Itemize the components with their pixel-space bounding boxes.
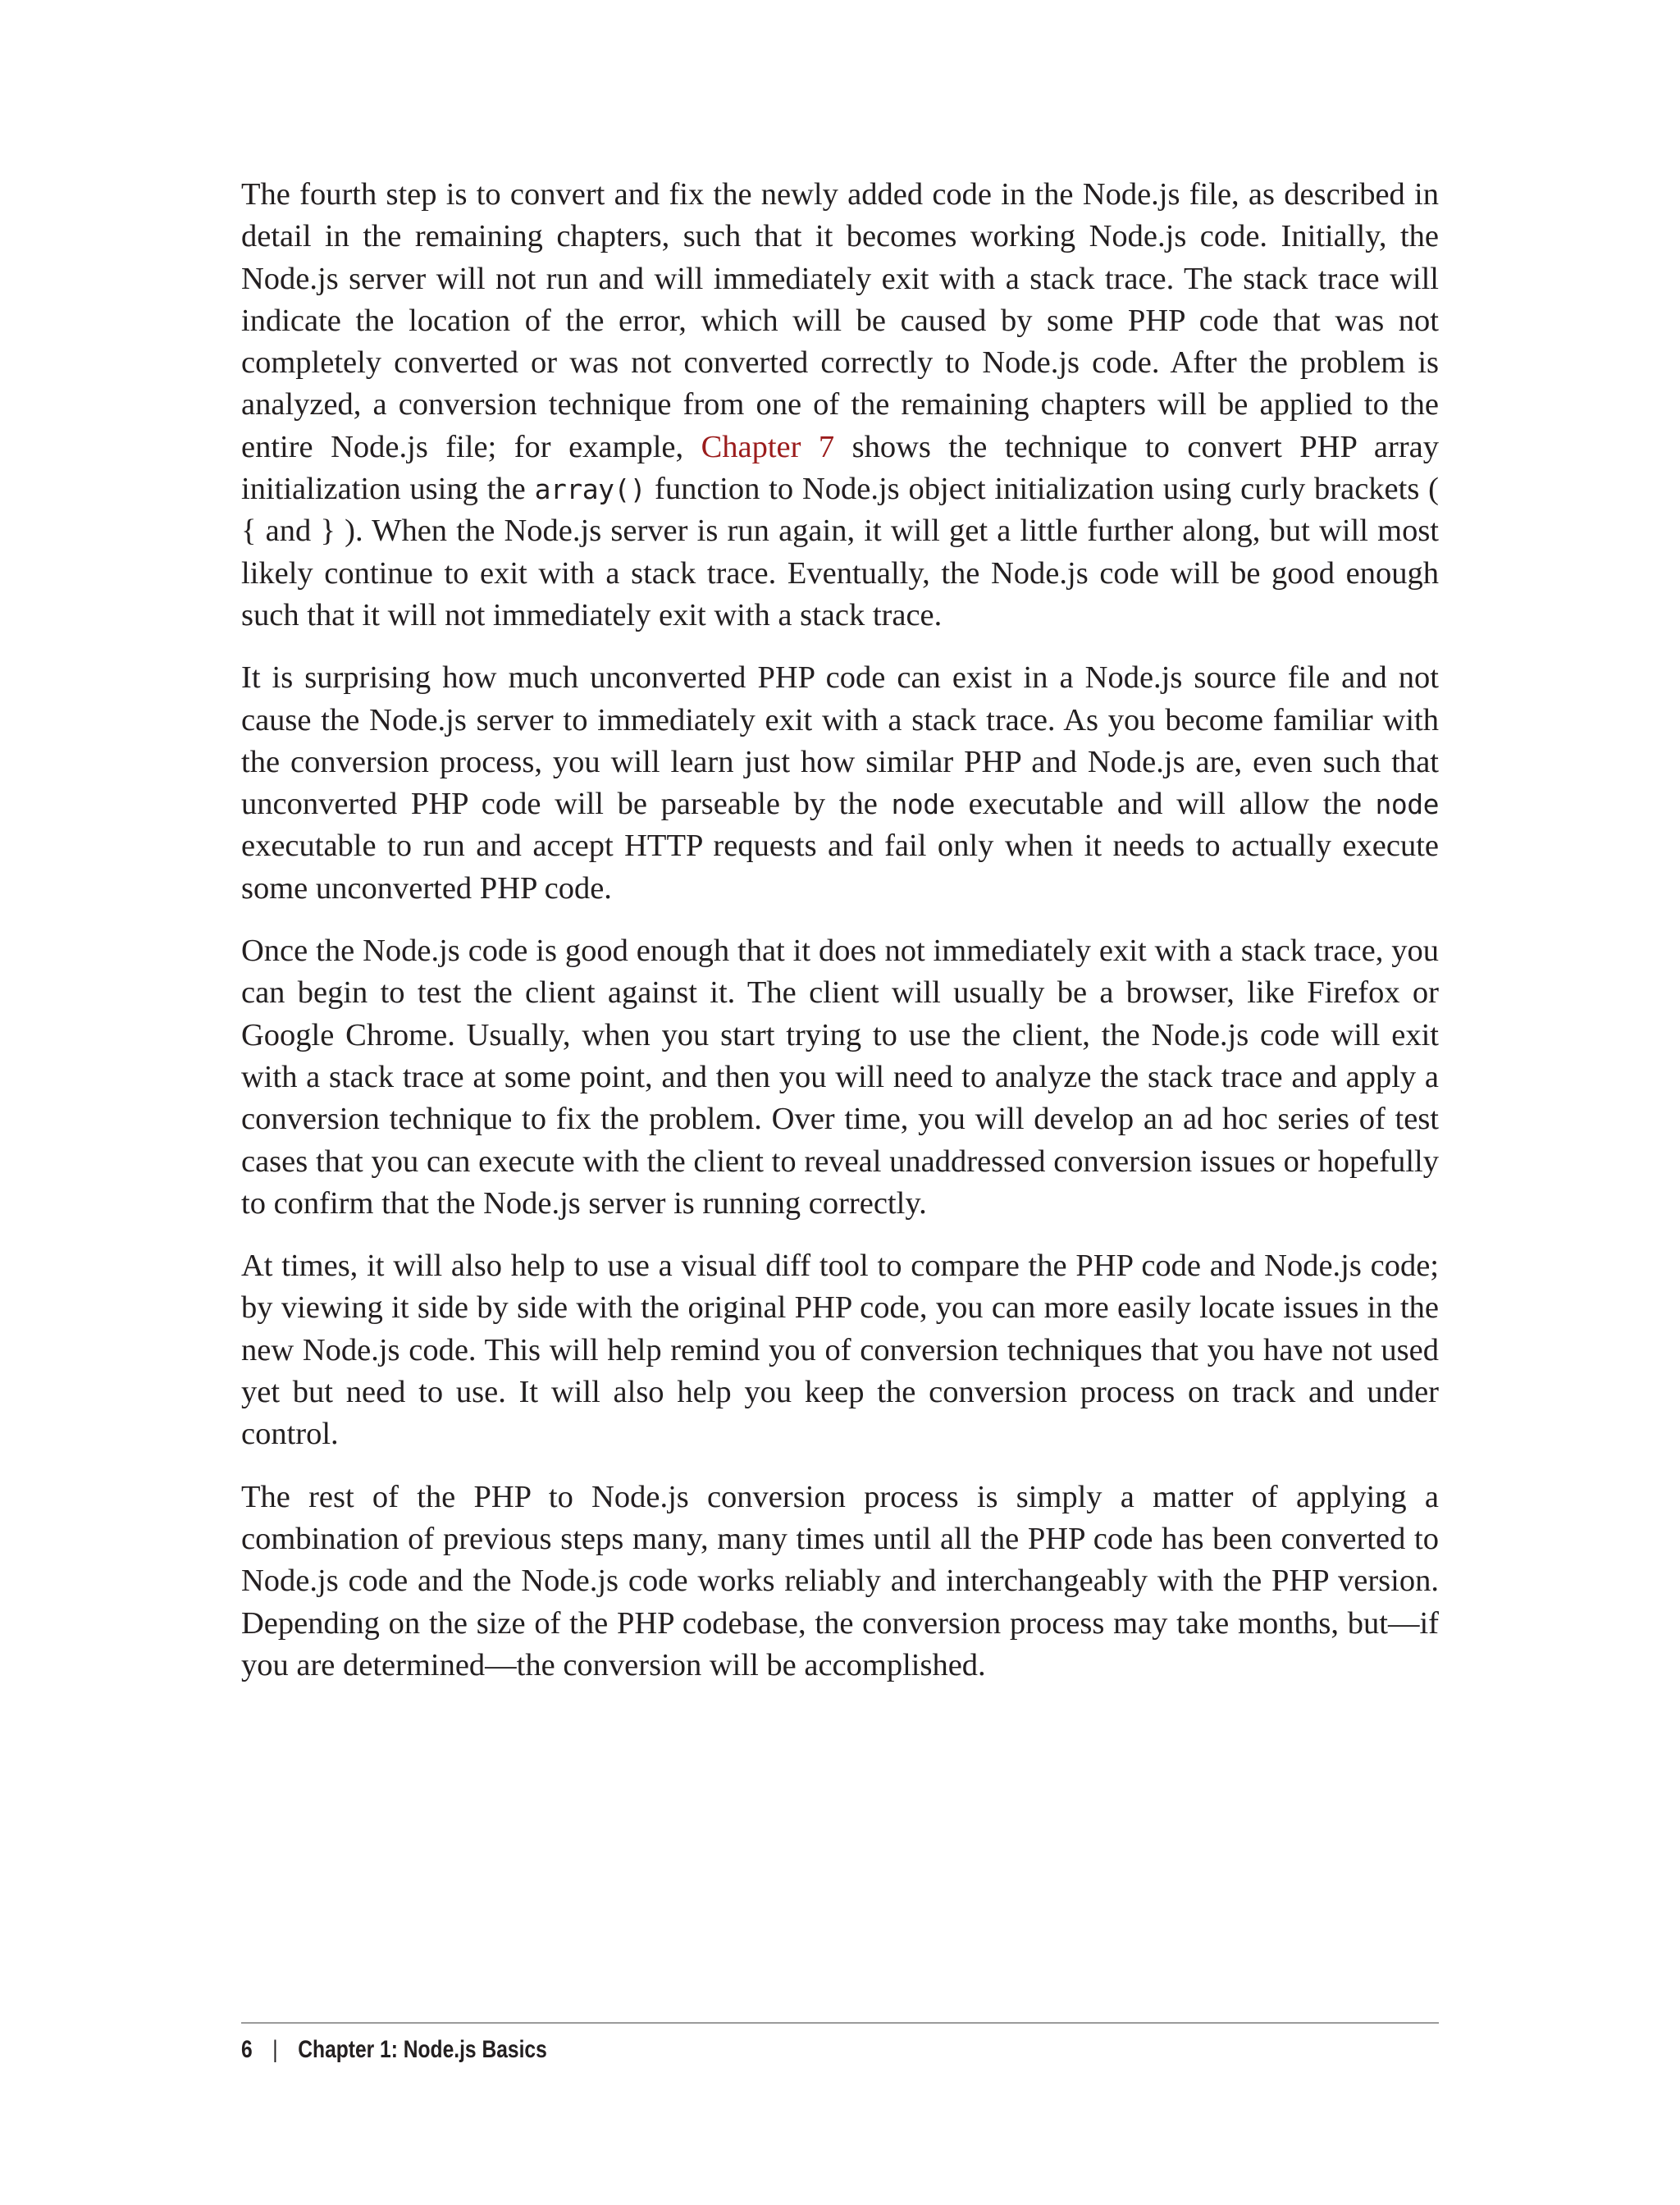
paragraph-2-text-c: executable to run and accept HTTP requests and fail only when it needs to actually execute some unconverted PHP code. xyxy=(241,829,1439,906)
paragraph-1-text-c: function to Node.js object initialization using curly brackets ( { and } ). When the Node.js server is run again, it will get a little further along, but will most likely continue to exit with a stack trace. Eventually, the Node.js code will be good enough such that it will not immediately exit with a stack trace. xyxy=(241,472,1439,632)
page-number: 6 xyxy=(241,2036,253,2063)
paragraph-2-text-a: It is surprising how much unconverted PHP code can exist in a Node.js source file and not cause the Node.js server to immediately exit with a stack trace. As you become familiar with the conversion process, you will learn just how similar PHP and Node.js are, even such that unconverted PHP code will be parseable by the xyxy=(241,660,1439,822)
paragraph-2 xyxy=(241,657,1439,910)
paragraph-1-text-b: shows the technique to convert PHP array initialization using the xyxy=(241,429,1439,507)
paragraph-1 xyxy=(241,174,1439,637)
page-body xyxy=(241,174,1439,1707)
footer-separator: | xyxy=(272,2036,278,2063)
footer-divider xyxy=(241,2022,1439,2024)
array-function-code: array() xyxy=(534,473,646,506)
paragraph-3: Once the Node.js code is good enough that it does not immediately exit with a stack trace, you can begin to test the client against it. The client will usually be a browser, like Firefox or Google Chrome. Usually, when you start trying to use the client, the Node.js code will exit with a stack trace at some point, and then you will need to analyze the stack trace and apply a conversion technique to fix the problem. Over time, you will develop an ad hoc series of test cases that you can execute with the client to reveal unaddressed conversion issues or hopefully to confirm that the Node.js server is running correctly. xyxy=(241,934,1439,1221)
paragraph-4: At times, it will also help to use a visual diff tool to compare the PHP code and Node.js code; by viewing it side by side with the original PHP code, you can more easily locate issues in the new Node.js code. This will help remind you of conversion techniques that you have not used yet but need to use. It will also help you keep the conversion process on track and under control. xyxy=(241,1249,1439,1452)
node-executable-code-1: node xyxy=(891,788,955,821)
paragraph-5: The rest of the PHP to Node.js conversion process is simply a matter of applying a combination of previous steps many, many times until all the PHP code has been converted to Node.js code and the Node.js code works reliably and interchangeably with the PHP version. Depending on the size of the PHP codebase, the conversion process may take months, but—if you are determined—the conversion will be accomplished. xyxy=(241,1479,1439,1682)
chapter-7-link[interactable]: Chapter 7 xyxy=(701,429,835,464)
paragraph-2-text-b: executable and will allow the xyxy=(954,787,1376,822)
page-footer xyxy=(241,2031,547,2069)
node-executable-code-2: node xyxy=(1375,788,1439,821)
paragraph-1-text-a: The fourth step is to convert and fix the newly added code in the Node.js file, as described in detail in the remaining chapters, such that it becomes working Node.js code. Initially, the Node.js server will not run and will immediately exit with a stack trace. The stack trace will indicate the location of the error, which will be caused by some PHP code that was not completely converted or was not converted correctly to Node.js code. After the problem is analyzed, a conversion technique from one of the remaining chapters will be applied to the entire Node.js file; for example, xyxy=(241,177,1439,464)
running-chapter-title: Chapter 1: Node.js Basics xyxy=(298,2036,547,2063)
